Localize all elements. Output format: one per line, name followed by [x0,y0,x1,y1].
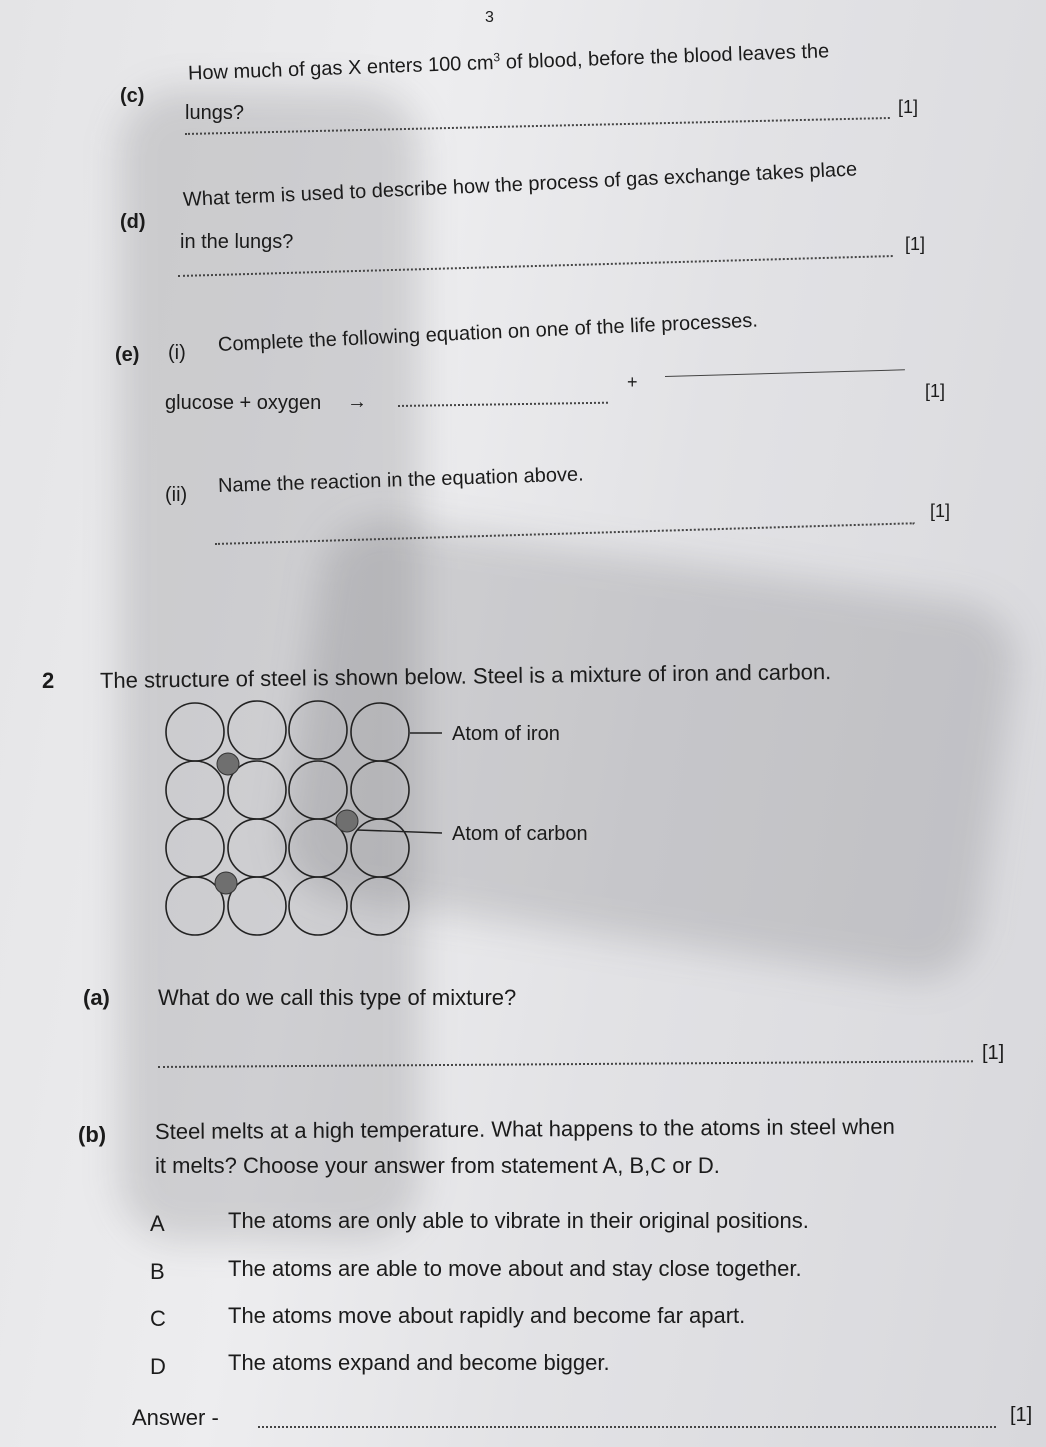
option-c-text: The atoms move about rapidly and become far apart. [228,1303,746,1328]
q2b-line1: Steel melts at a high temperature. What happens to the atoms in steel when [154,1113,895,1144]
q1c-line1-post: of blood, before the blood leaves the [499,40,830,74]
iron-atom [166,819,224,877]
q1e-ii-marks: [1] [930,501,951,521]
q1e-i-marks: [1] [925,381,946,401]
q1c-marks: [1] [898,97,919,117]
label-atom-of-iron: Atom of iron [452,723,560,745]
iron-atom [351,877,409,935]
carbon-atom [215,872,237,894]
q1c-line1 [188,40,830,84]
iron-atom [228,819,286,877]
carbon-atoms [215,753,358,894]
q2b-marks: [1] [1010,1404,1033,1426]
q2b-answer-line [258,1426,996,1428]
q1e-text-ii: Name the reaction in the equation above. [217,463,584,497]
q1c-answer-line [185,117,890,135]
iron-atom [228,701,286,759]
q1c-sup: 3 [493,50,501,65]
iron-atom [289,701,347,759]
option-a-text: The atoms are only able to vibrate in their original positions. [228,1208,809,1233]
carbon-label-line [357,830,442,833]
q2b-label: (b) [78,1122,107,1147]
iron-atom [166,703,224,761]
equation-lhs: glucose + oxygen [165,392,322,414]
q1e-label: (e) [115,344,140,366]
q2-intro: The structure of steel is shown below. Steel is a mixture of iron and carbon. [99,659,832,693]
option-c-letter: C [150,1306,166,1331]
iron-atom [351,703,409,761]
q1d-answer-line [178,255,893,277]
q1d-marks: [1] [905,234,926,254]
iron-atom [289,761,347,819]
label-atom-of-carbon: Atom of carbon [452,823,588,845]
q2a-marks: [1] [982,1042,1005,1064]
q2-number: 2 [42,668,55,693]
q1d-line2: in the lungs? [180,231,294,253]
q2a-label: (a) [83,985,110,1010]
q1e-sub-i: (i) [168,342,186,364]
carbon-atom [336,810,358,832]
q1e-sub-ii: (ii) [165,484,188,506]
product2-answer-line [665,369,905,377]
arrow-icon: → [347,391,367,413]
option-b-letter: B [150,1259,165,1284]
q1e-ii-answer-line [215,522,915,545]
carbon-atom [217,753,239,775]
iron-atom [166,761,224,819]
page-number: 3 [485,9,494,26]
iron-atom [351,761,409,819]
option-d-letter: D [150,1354,166,1379]
q2a-text: What do we call this type of mixture? [158,985,517,1010]
q2b-line2: it melts? Choose your answer from statement A, B,C or D. [155,1153,720,1178]
iron-atom [351,819,409,877]
option-b-text: The atoms are able to move about and stay close together. [228,1256,802,1281]
q1c-line1-pre: How much of gas X enters 100 cm [187,51,494,85]
q1d-line1: What term is used to describe how the process of gas exchange takes place [182,158,858,211]
q2a-answer-line [158,1060,973,1068]
answer-label: Answer - [132,1405,219,1430]
q1c-line2: lungs? [185,102,244,124]
q1d-label: (d) [120,211,146,233]
product1-answer-line [398,402,608,407]
option-d-text: The atoms expand and become bigger. [228,1350,610,1375]
q1e-text-i: Complete the following equation on one of the life processes. [217,309,759,356]
equation-plus: + [627,372,638,392]
iron-atoms [166,701,409,935]
option-a-letter: A [150,1211,165,1236]
q1c-label: (c) [120,85,145,107]
iron-atom [289,877,347,935]
